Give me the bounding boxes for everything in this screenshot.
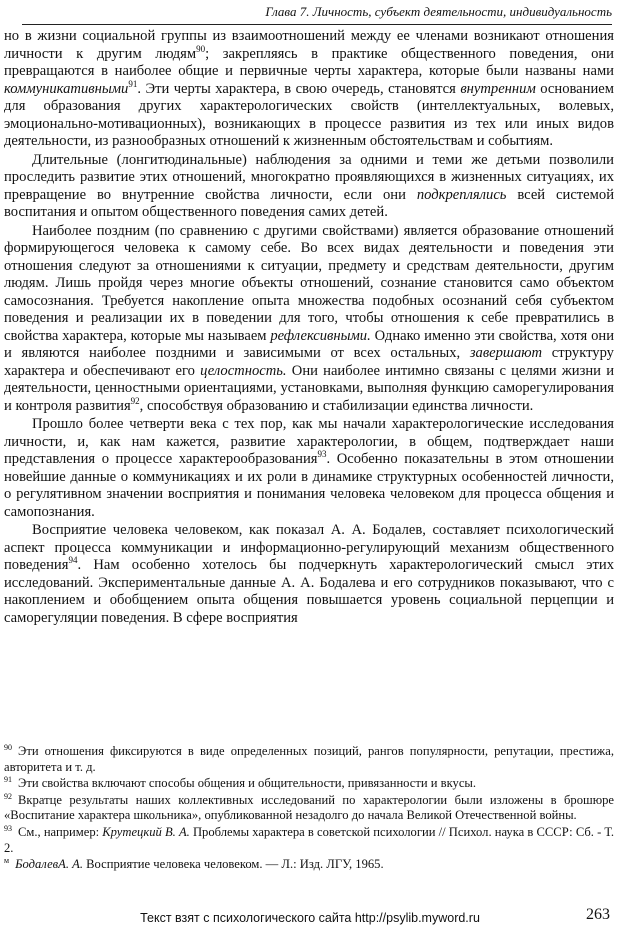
footnote <box>4 744 614 775</box>
page-number: 263 <box>586 906 610 923</box>
footnotes <box>4 744 614 874</box>
paragraph <box>4 28 614 151</box>
paragraph <box>4 223 614 416</box>
italic-text: рефлексивными. <box>270 327 371 344</box>
footnote-mark: 90 <box>4 742 12 752</box>
text-run: но в жизни социальной группы из взаимоотношений между ее членами возникают отношения личности к другим людям <box>4 28 614 62</box>
text-run: Прошло более четверти века с тех пор, как мы начали характерологические исследования личности, и, как нам кажется, развитие характерологии, в общем, подтверждает наши представления о процессе характерообразования <box>4 416 614 467</box>
footnote <box>4 776 614 792</box>
paragraph <box>4 416 614 521</box>
text-run: Наиболее поздним (по сравнению с другими свойствами) является образование отношений формирующегося человека к самому себе. Во всех видах деятельности и поведения эти отношения следуют за отношениями к ситуации, предмету и средствам деятельности, другим людям. Лишь пройдя через многие объекты отношений, сознание становится само объектом самосознания. Требуется накопление опыта множества подобных осознаний себя субъектом поведения и реализации их в поведении для того, чтобы отношения к себе превратились в свойства характера, которые мы называем <box>4 222 614 344</box>
running-header <box>22 4 612 25</box>
text-run: основанием для образования других характерологических свойств (интеллектуальных, волевых, эмоционально-мотивационных), возникающих в процессе развития из тех или иных видов деятельности, из разнообразных отношений к жизненным обстоятельствам и событиям. <box>4 80 614 149</box>
text-run: . Особенно показательны в этом отношении новейшие данные о коммуникациях и их роли в динамике структурных особенностей личности, о регулятивном значении восприятия и понимания человека человеком для процесса общения и самопознания. <box>4 451 614 520</box>
italic-text: завершают <box>469 345 543 361</box>
text-run: Проблемы характера в советской психологии // Психол. наука в СССР: Сб. - Т. 2. <box>4 824 615 855</box>
footnote-ref: 90 <box>196 43 206 54</box>
text-run: Восприятие человека человеком. — Л.: Изд. ЛГУ, 1965. <box>82 857 384 872</box>
footnote-mark: 91 <box>4 775 12 784</box>
footnote-mark: 92 <box>4 791 12 801</box>
paragraph <box>4 522 614 627</box>
italic-text: подкреплялись <box>416 186 507 203</box>
paragraph <box>4 152 614 222</box>
text-run: Они наиболее интимно связаны с целями жизни и деятельности, ценностными ориентациями, установками, выполняя функцию саморегулирования и контроля развития <box>4 362 615 414</box>
running-title: Глава 7. Личность, субъект деятельности, индивидуальность <box>265 4 612 19</box>
footnote-ref: 93 <box>317 449 327 460</box>
text-run: . Нам особенно хотелось бы подчеркнуть характерологический смысл этих исследований. Экспериментальные данные А. А. Бодалева и его сотрудников показывают, что с накоплением и обобщением опыта общения повышается уровень социальной перцепции и саморегуляции поведения. В сфере восприятия <box>4 557 614 626</box>
text-run: Длительные (лонгитюдинальные) наблюдения за одними и теми же детьми позволили проследить развитие этих отношений, многократно проявляющихся в жизненных ситуациях, их превращение во внутренние свойства личности, если они <box>4 151 614 203</box>
text-run: Эти свойства включают способы общения и общительности, привязанности и вкусы. <box>18 776 477 791</box>
footnote-mark: 93 <box>4 823 12 833</box>
text-run: Восприятие человека человеком, как показал А. А. Бодалев, составляет психологический аспект процесса коммуникации и информационно-регулирующий механизм общественного поведения <box>4 522 614 573</box>
italic-text: целостность. <box>200 362 287 379</box>
text-run: См., например: <box>18 824 103 839</box>
text-run: , способствуя образованию и стабилизации единства личности. <box>139 397 534 414</box>
italic-text: внутренним <box>460 80 536 97</box>
footnote-mark: м <box>4 855 10 865</box>
text-run: ; закрепляясь в практике общественного поведения, они превращаются в наиболее общие и первичные черты характера, которые были названы нами <box>4 45 614 79</box>
text-run: Вкратце результаты наших коллективных исследований по характерологии были изложены в брошюре «Воспитание характера школьника», опубликованной незадолго до начала Великой Отечественной войны. <box>4 792 614 823</box>
footnote-ref: 92 <box>130 395 140 406</box>
footnote <box>4 793 614 824</box>
footnote <box>4 825 614 856</box>
text-run: структуру характера и обеспечивают его <box>4 345 614 379</box>
footnote-ref: 91 <box>128 78 138 89</box>
source-note <box>0 911 620 925</box>
main-text <box>4 28 614 628</box>
footnote-ref: 94 <box>68 555 78 566</box>
footnote <box>4 857 614 873</box>
italic-text: БодалевА. А. <box>15 857 83 872</box>
source-text: Текст взят с психологического сайта http://psylib.myword.ru <box>140 911 480 925</box>
text-run: Однако именно эти свойства, хотя они и являются наиболее поздними и зависимыми от всех остальных, <box>4 327 615 361</box>
italic-text: Крутецкий В. А. <box>102 824 190 839</box>
text-run: всей системой воспитания и опытом общественного поведения самих детей. <box>4 186 614 220</box>
text-run: . Эти черты характера, в свою очередь, становятся <box>137 80 461 97</box>
italic-text: коммуникативными <box>4 80 129 97</box>
text-run: Эти отношения фиксируются в виде определенных позиций, рангов популярности, репутации, престижа, авторитета и т. д. <box>4 744 614 774</box>
